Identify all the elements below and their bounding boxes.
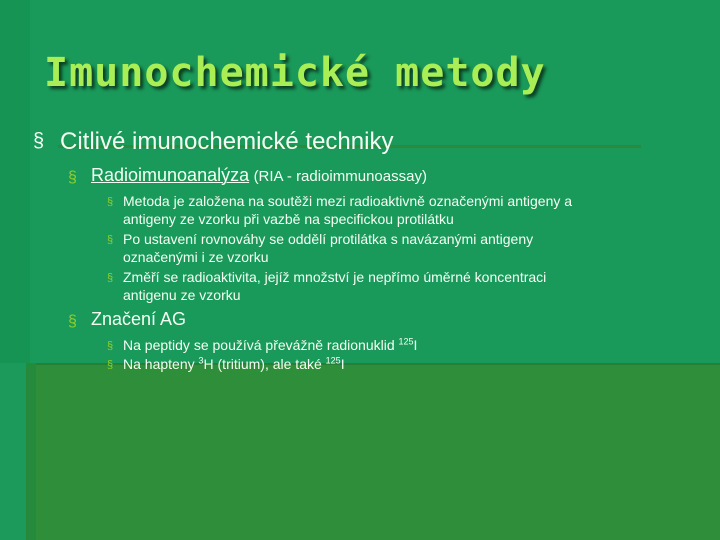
bullet-icon: § — [68, 313, 77, 330]
bullet-icon: § — [107, 272, 114, 284]
bullet-icon: § — [33, 130, 45, 152]
labeling-point-2-text: Na hapteny — [123, 356, 199, 372]
ria-point-2 — [123, 230, 533, 266]
ria-point-3-line2: antigenu ze vzorku — [123, 287, 241, 303]
ria-point-1-line1: Metoda je založena na soutěži mezi radioaktivně označenými antigeny a — [123, 193, 573, 209]
labeling-point-2-mid: H (tritium), ale také — [203, 356, 326, 372]
bullet-icon: § — [107, 340, 114, 352]
labeling-point-1-text: Na peptidy se používá převážně radionuklid — [123, 337, 399, 353]
level1-heading: Citlivé imunochemické techniky — [60, 128, 394, 155]
bullet-icon: § — [68, 169, 77, 186]
bullet-icon: § — [107, 359, 114, 371]
ria-point-1 — [123, 192, 572, 228]
labeling-point-1 — [123, 336, 417, 354]
labeling-point-1-sup: 125 — [398, 336, 414, 347]
ria-point-2-line1: Po ustavení rovnováhy se oddělí protilátka s navázanými antigeny — [123, 231, 534, 247]
ria-term: Radioimunoanalýza — [91, 165, 250, 185]
ria-point-1-line2: antigeny ze vzorku při vazbě na specifickou protilátku — [123, 211, 454, 227]
labeling-point-1-tail: I — [413, 337, 418, 353]
bullet-icon: § — [107, 196, 114, 208]
labeling-point-2 — [123, 355, 345, 373]
labeling-point-2-sup: 3 — [198, 355, 204, 366]
ria-point-2-line2: označenými i ze vzorku — [123, 249, 269, 265]
labeling-heading: Značení AG — [91, 309, 187, 329]
ria-note: (RIA - radioimmunoassay) — [253, 168, 427, 185]
ria-point-3-line1: Změří se radioaktivita, jejíž množství je nepřímo úměrné koncentraci — [123, 269, 547, 285]
bullet-icon: § — [107, 234, 114, 246]
background-bottom-block — [26, 363, 720, 540]
slide-title: Imunochemické metody — [44, 50, 546, 96]
ria-point-3 — [123, 268, 546, 304]
labeling-point-2-sup2: 125 — [325, 355, 341, 366]
labeling-point-2-tail: I — [340, 356, 345, 372]
ria-heading — [91, 165, 427, 186]
background-block-edge — [26, 363, 36, 540]
